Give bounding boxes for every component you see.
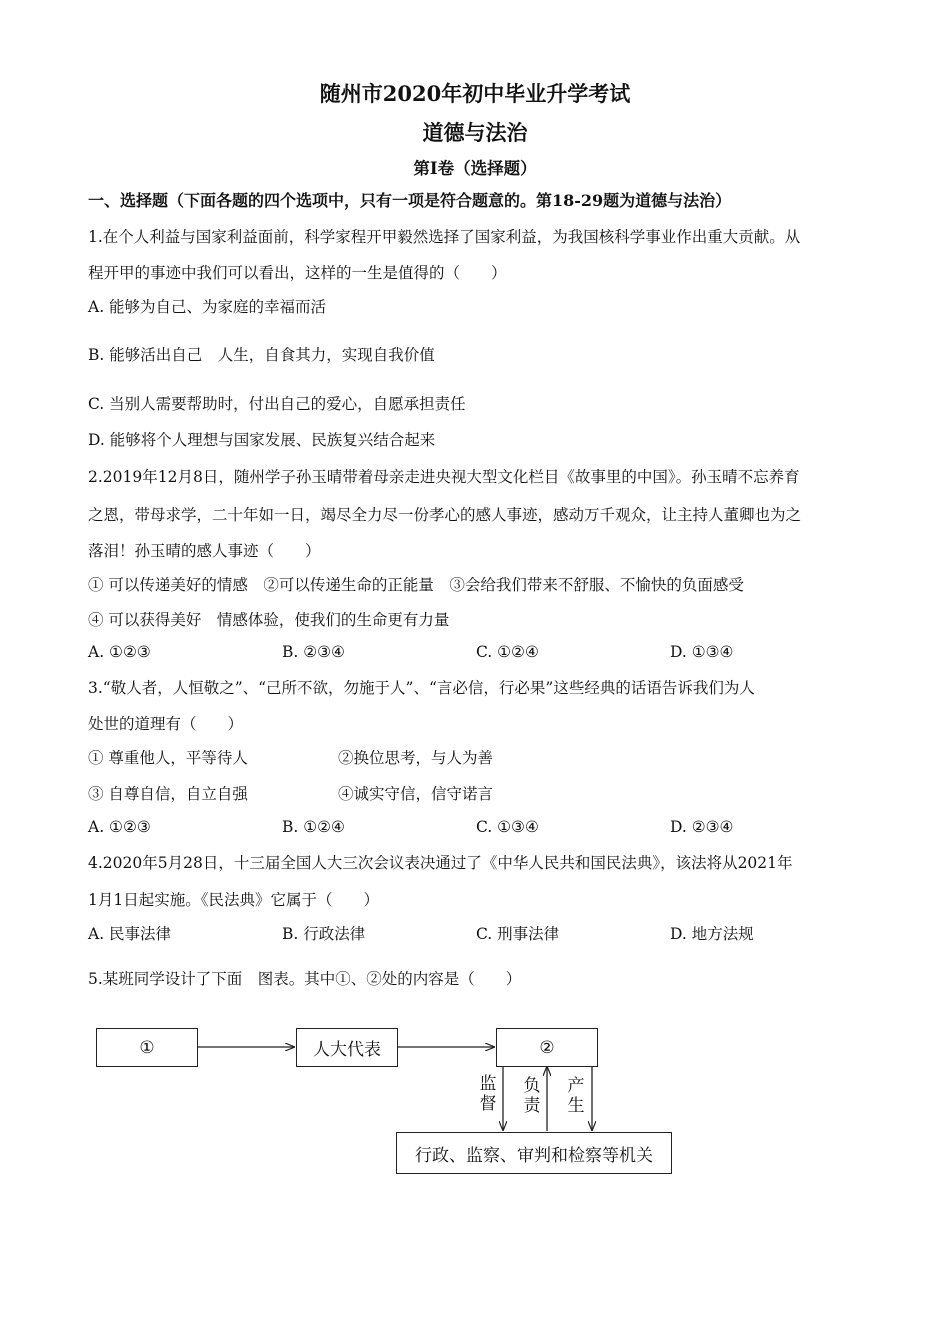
q2-items-line-2: ④ 可以获得美好 情感体验，使我们的生命更有力量 xyxy=(88,611,450,629)
q3-option-a: A. ①②③ xyxy=(88,818,151,836)
q5-stem: 5.某班同学设计了下面 图表。其中①、②处的内容是（ ） xyxy=(88,970,522,988)
q1-option-c: C. 当别人需要帮助时，付出自己的爱心，自愿承担责任 xyxy=(88,395,466,413)
exam-title: 随州市2020年初中毕业升学考试 xyxy=(319,81,631,106)
q4-option-c: C. 刑事法律 xyxy=(476,925,560,943)
diagram-box-people-congress-deputies: 人大代表 xyxy=(296,1028,398,1067)
q2-option-c: C. ①②④ xyxy=(476,643,539,661)
q3-stem-line-2: 处世的道理有（ ） xyxy=(88,715,244,733)
q3-stem-line-1: 3.“敬人者，人恒敬之”、“己所不欲，勿施于人”、“言必信，行必果”这些经典的话语告诉我们为人 xyxy=(88,679,755,697)
label-supervise: 监督 xyxy=(479,1074,497,1114)
q2-option-a: A. ①②③ xyxy=(88,643,151,661)
q1-option-d: D. 能够将个人理想与国家发展、民族复兴结合起来 xyxy=(88,431,436,449)
section-heading: 一、选择题（下面各题的四个选项中，只有一项是符合题意的。第18-29题为道德与法治） xyxy=(88,191,732,210)
q3-option-d: D. ②③④ xyxy=(670,818,734,836)
q3-option-b: B. ①②④ xyxy=(282,818,345,836)
q2-stem-line-1: 2.2019年12月8日，随州学子孙玉晴带着母亲走进央视大型文化栏目《故事里的中国》。孙玉晴不忘养育 xyxy=(88,468,800,486)
diagram-box-2: ② xyxy=(496,1028,598,1067)
diagram-box-state-organs: 行政、监察、审判和检察等机关 xyxy=(396,1132,672,1174)
diagram-box-1: ① xyxy=(96,1028,198,1067)
q1-option-a: A. 能够为自己、为家庭的幸福而活 xyxy=(88,298,327,316)
q4-stem-line-1: 4.2020年5月28日，十三届全国人大三次会议表决通过了《中华人民共和国民法典》，该法将从2021年 xyxy=(88,854,793,872)
q1-stem-line-1: 1.在个人利益与国家利益面前，科学家程开甲毅然选择了国家利益，为我国核科学事业作出重大贡献。从 xyxy=(88,228,801,246)
q3-item-4: ④诚实守信，信守诺言 xyxy=(338,785,494,803)
q3-item-2: ②换位思考，与人为善 xyxy=(338,749,494,767)
label-responsible: 负责 xyxy=(523,1076,541,1116)
q3-item-3: ③ 自尊自信，自立自强 xyxy=(88,785,248,803)
q2-option-b: B. ②③④ xyxy=(282,643,345,661)
q4-option-b: B. 行政法律 xyxy=(282,925,366,943)
label-produce: 产生 xyxy=(567,1076,585,1116)
q1-stem-line-2: 程开甲的事迹中我们可以看出，这样的一生是值得的（ ） xyxy=(88,264,507,282)
volume-title: 第Ⅰ卷（选择题） xyxy=(413,159,537,178)
q4-option-a: A. 民事法律 xyxy=(88,925,172,943)
q4-option-d: D. 地方法规 xyxy=(670,925,754,943)
q1-option-b: B. 能够活出自己 人生，自食其力，实现自我价值 xyxy=(88,346,435,364)
subject-title: 道德与法治 xyxy=(422,120,528,145)
q4-stem-line-2: 1月1日起实施。《民法典》它属于（ ） xyxy=(88,891,379,909)
q3-item-1: ① 尊重他人，平等待人 xyxy=(88,749,248,767)
q3-option-c: C. ①③④ xyxy=(476,818,539,836)
q2-stem-line-3: 落泪！孙玉晴的感人事迹（ ） xyxy=(88,542,321,560)
q2-stem-line-2: 之恩，带母求学，二十年如一日，竭尽全力尽一份孝心的感人事迹，感动万千观众，让主持人董卿也为之 xyxy=(88,506,802,524)
q2-option-d: D. ①③④ xyxy=(670,643,734,661)
q2-items-line-1: ① 可以传递美好的情感 ②可以传递生命的正能量 ③会给我们带来不舒服、不愉快的负面感受 xyxy=(88,576,744,594)
